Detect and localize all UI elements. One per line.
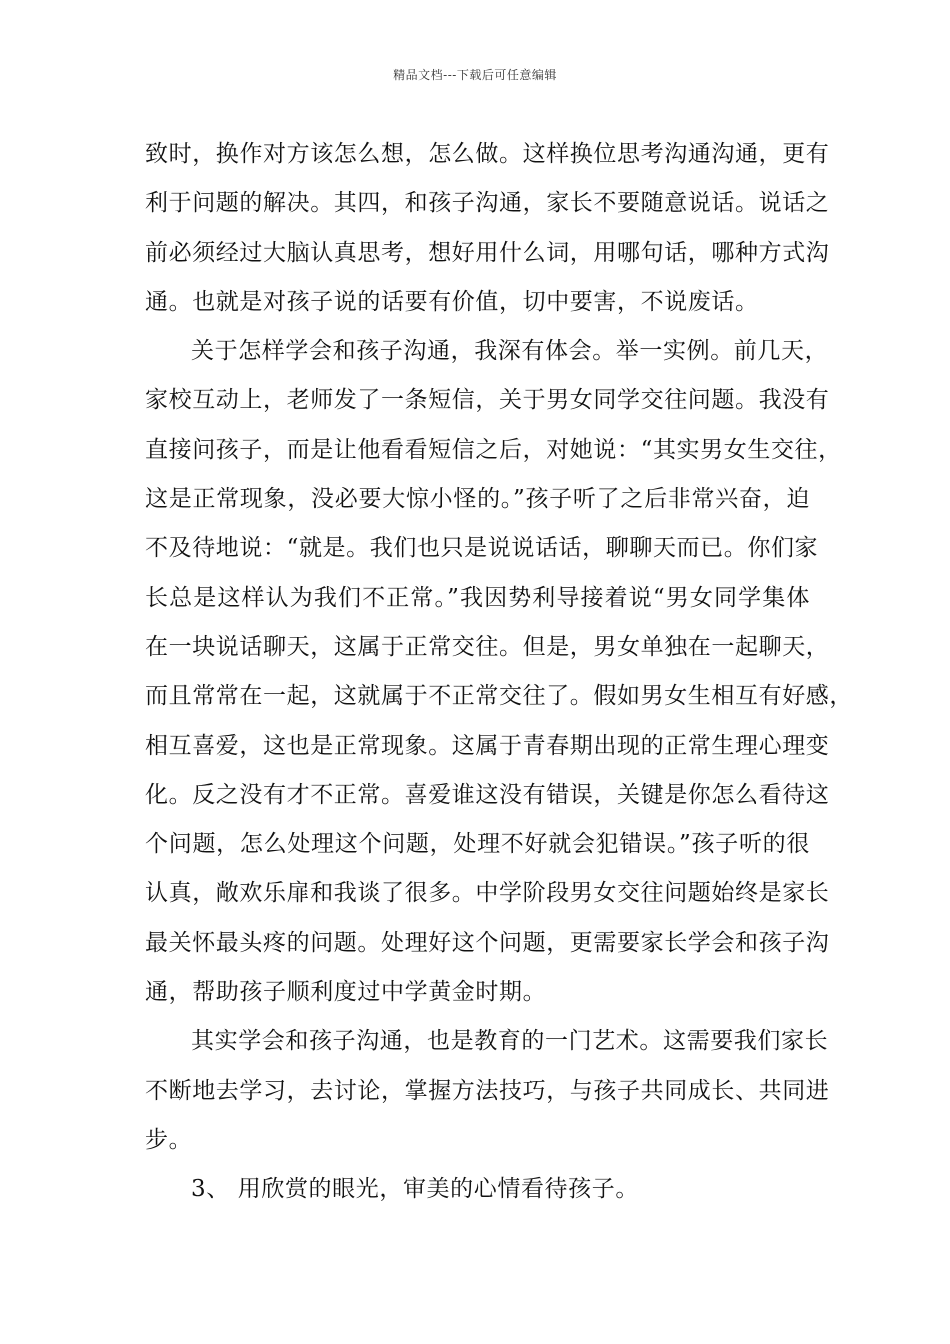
paragraph-2	[145, 327, 853, 1017]
text-line: 前必须经过大脑认真思考，想好用什么词，用哪句话，哪种方式沟	[145, 239, 830, 266]
text-line: 认真，敞欢乐扉和我谈了很多。中学阶段男女交往问题始终是家长	[145, 880, 830, 907]
text-line: 3、 用欣赏的眼光，审美的心情看待孩子。	[191, 1176, 639, 1203]
text-line: 最关怀最头疼的问题。处理好这个问题，更需要家长学会和孩子沟	[145, 929, 830, 956]
section-heading	[145, 1165, 810, 1214]
text-line: 不断地去学习，去讨论，掌握方法技巧，与孩子共同成长、共同进	[145, 1077, 830, 1104]
page-header: 精品文档---下载后可任意编辑	[393, 68, 557, 82]
text-line: 长总是这样认为我们不正常。”我因势利导接着说“男女同学集体	[145, 584, 810, 611]
text-line: 其实学会和孩子沟通，也是教育的一门艺术。这需要我们家长	[191, 1028, 829, 1055]
text-line: 化。反之没有才不正常。喜爱谁这没有错误，关键是你怎么看待这	[145, 781, 830, 808]
text-line: 个问题，怎么处理这个问题，处理不好就会犯错误。”孩子听的很	[145, 831, 810, 858]
text-line: 不及待地说：“就是。我们也只是说说话话，聊聊天而已。你们家	[145, 535, 819, 562]
text-line: 相互喜爱，这也是正常现象。这属于青春期出现的正常生理心理变	[145, 732, 830, 759]
text-line: 关于怎样学会和孩子沟通，我深有体会。举一实例。前几天，	[191, 338, 829, 365]
text-line: 家校互动上，老师发了一条短信，关于男女同学交往问题。我没有	[145, 387, 830, 414]
text-line: 直接问孩子，而是让他看看短信之后，对她说：“其实男女生交往，	[145, 436, 842, 463]
document-body	[145, 130, 853, 1215]
text-line: 在一块说话聊天，这属于正常交往。但是，男女单独在一起聊天，	[145, 633, 830, 660]
text-line: 而且常常在一起，这就属于不正常交往了。假如男女生相互有好感，	[145, 683, 853, 710]
paragraph-1	[145, 130, 830, 327]
paragraph-3	[145, 1017, 830, 1165]
text-line: 通。也就是对孩子说的话要有价值，切中要害，不说废话。	[145, 288, 759, 315]
text-line: 这是正常现象，没必要大惊小怪的。”孩子听了之后非常兴奋，迫	[145, 486, 810, 513]
text-line: 致时，换作对方该怎么想，怎么做。这样换位思考沟通沟通，更有	[145, 141, 830, 167]
text-line: 利于问题的解决。其四，和孩子沟通，家长不要随意说话。说话之	[145, 190, 830, 217]
text-line: 通，帮助孩子顺利度过中学黄金时期。	[145, 979, 547, 1006]
text-line: 步。	[145, 1126, 193, 1153]
